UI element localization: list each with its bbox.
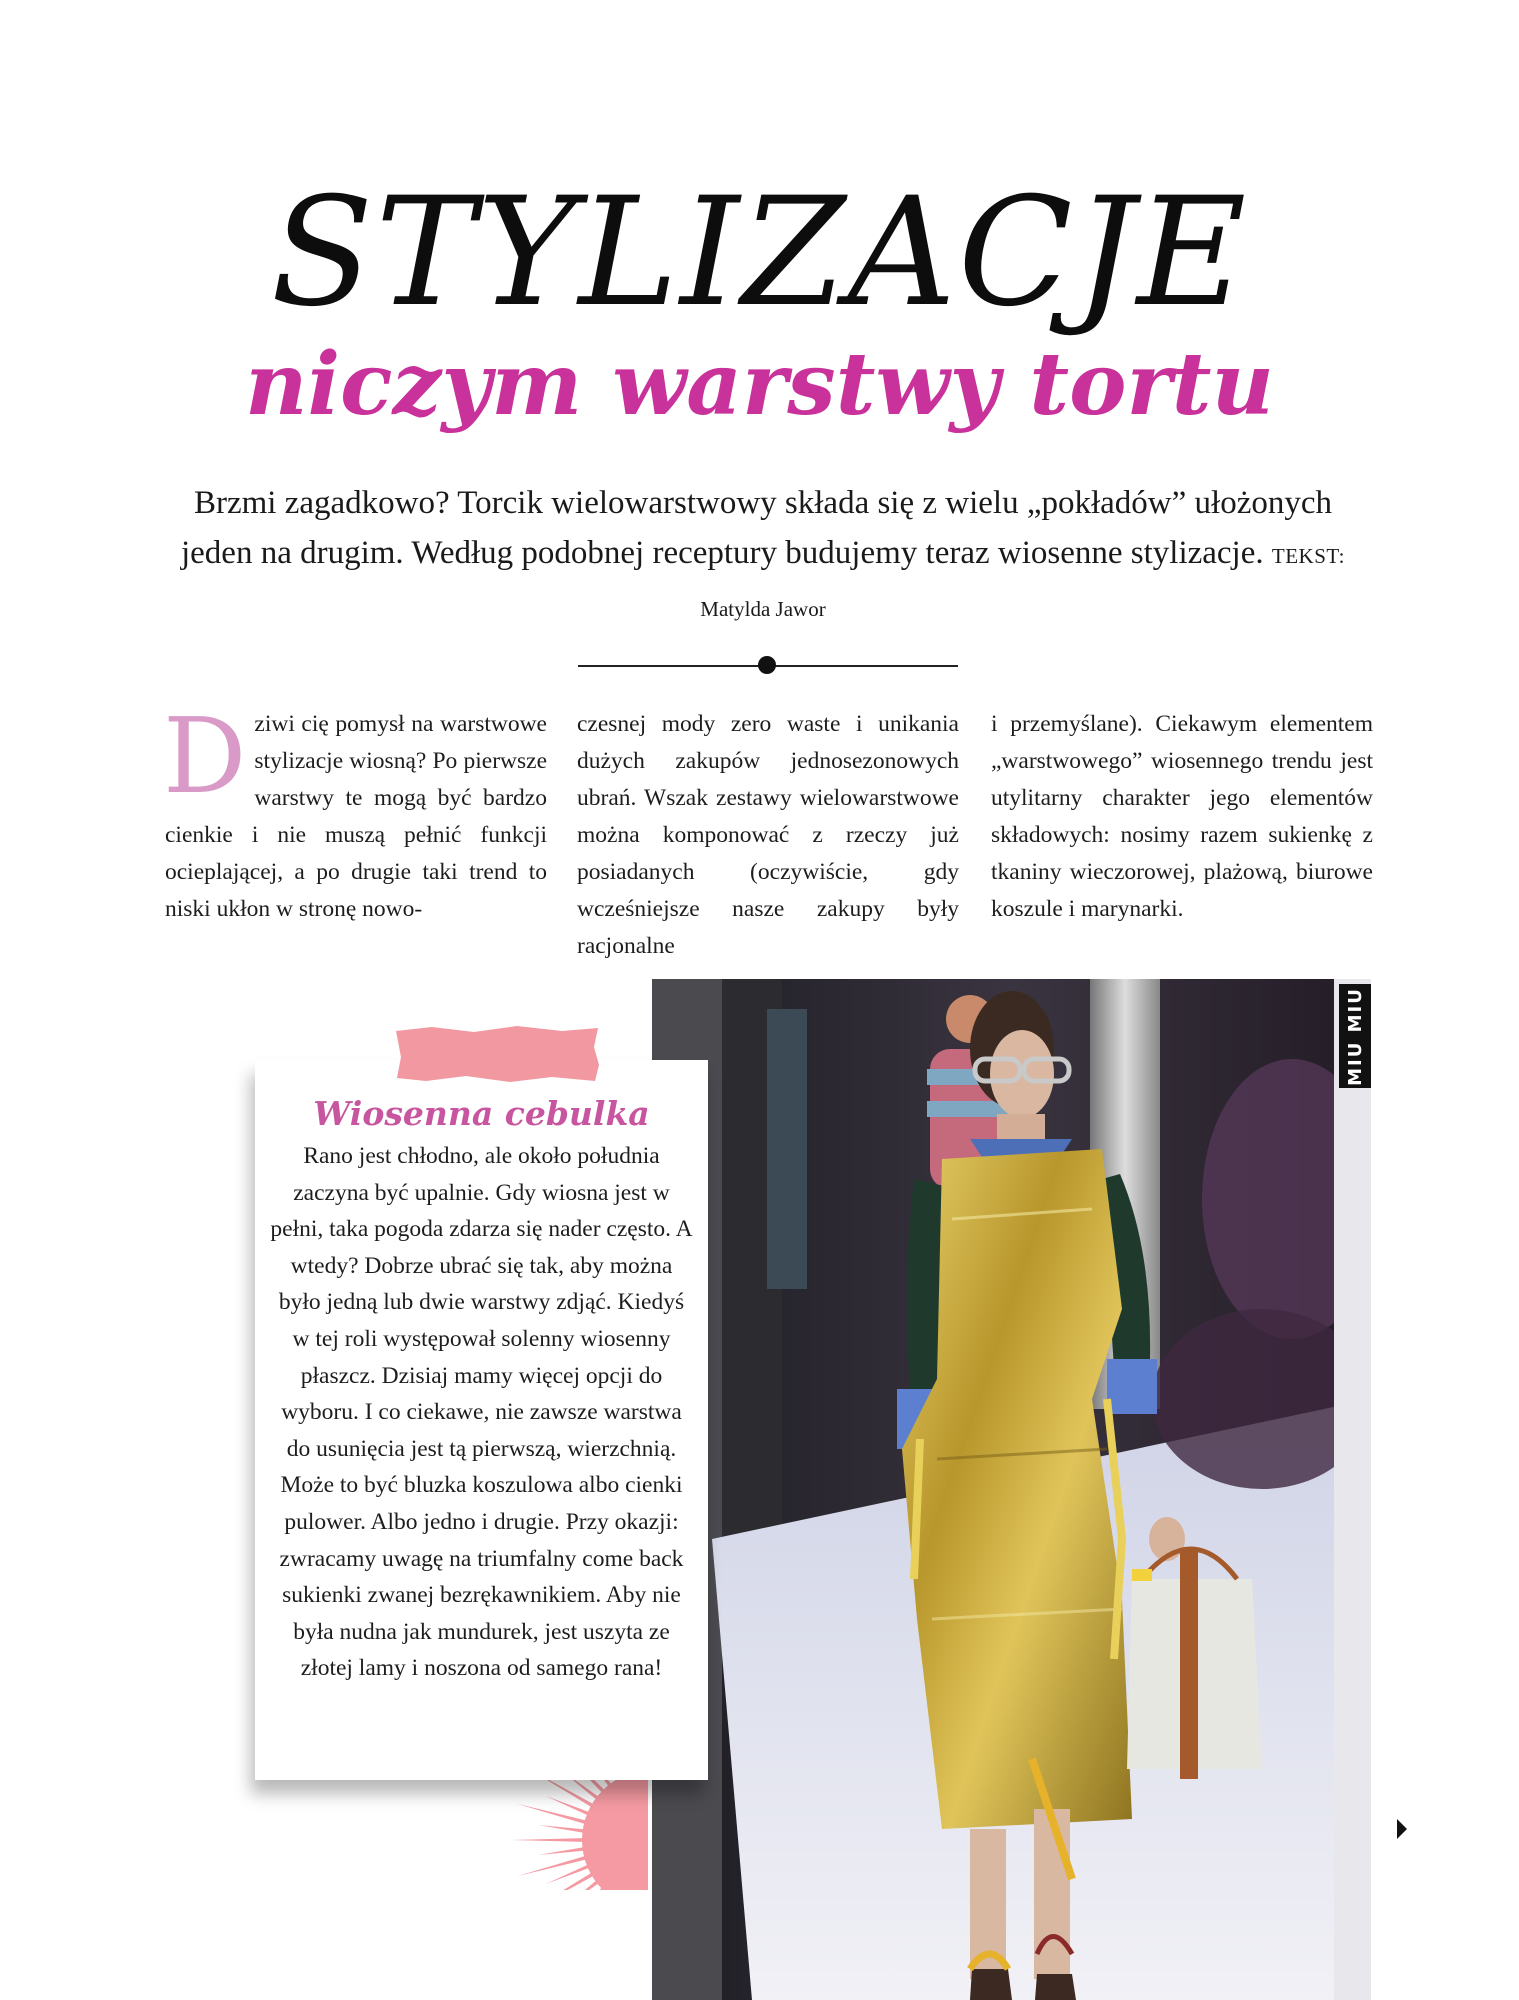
sidebar-text: Rano jest chłodno, ale około południa zaczyna być upalnie. Gdy wiosna jest w pełni, taka pogoda zdarza się nader często. A wtedy? Dobrze ubrać się tak, aby można było jedną lub dwie warstwy zdjąć. Kiedyś w tej roli występował solenny wiosenny płaszcz. Dzisiaj mamy więcej opcji do wyboru. I co ciekawe, nie zawsze warstwa do usunięcia jest tą pierwszą, wierzchnią. Może to być bluzka koszulowa albo cienki pulower. Albo jedno i drugie. Przy okazji: zwracamy uwagę na triumfalny come back sukienki zwanej bezrękawnikiem. Aby nie była nudna jak mundurek, jest uszyta ze złotej lamy i noszona od samego rana! bbox=[270, 1143, 693, 1682]
article-column-3: i przemyślane). Ciekawym elementem „warstwowego” wiosennego trendu jest utylitarny charakter jego elementów składowych: nosimy razem sukienkę z tkaniny wieczorowej, plażową, biurowe koszule i marynarki. bbox=[991, 711, 1373, 922]
sidebar-title: Wiosenna cebulka bbox=[313, 1094, 650, 1133]
pink-tape-graphic bbox=[392, 1023, 602, 1085]
byline-author: Matylda Jawor bbox=[700, 597, 826, 621]
starburst-ray bbox=[517, 1854, 595, 1877]
headline-subtitle: niczym warstwy tortu bbox=[244, 334, 1275, 435]
article-column-1-text: ziwi cię pomysł na warstwowe stylizacje wiosną? Po pierwsze warstwy te mogą być bardzo cienkie i nie muszą pełnić funkcji ocieplającej, a po drugie taki trend to niski ukłon w stronę nowo- bbox=[165, 711, 547, 922]
lead-paragraph bbox=[158, 478, 1368, 634]
byline-label: TEKST: bbox=[1271, 544, 1345, 568]
drop-cap: D bbox=[163, 695, 247, 817]
article-column-2: czesnej mody zero waste i unikania dużych zakupów jednosezonowych ubrań. Wszak zestawy wielowarstwowe można komponować z rzeczy już posiadanych (oczywiście, gdy wcześniejsze nasze zakupy były racjonalne bbox=[577, 711, 959, 959]
ornament-dot bbox=[758, 656, 776, 674]
runway-photo bbox=[652, 979, 1371, 2000]
photo-credit-text: MIU MIU bbox=[1344, 986, 1366, 1086]
triangle-right-icon[interactable] bbox=[1397, 1819, 1407, 1839]
runway-photo-illustration bbox=[652, 979, 1371, 2000]
lead-text: Brzmi zagadkowo? Torcik wielowarstwowy składa się z wielu „pokładów” ułożonych jeden na drugim. Według podobnej receptury budujemy teraz wiosenne stylizacje. bbox=[180, 485, 1332, 571]
starburst-ray bbox=[517, 1804, 595, 1827]
article-column-1 bbox=[163, 695, 547, 928]
starburst-ray bbox=[512, 1838, 592, 1842]
photo-credit bbox=[1339, 984, 1371, 1088]
headline-title: STYLIZACJE bbox=[270, 166, 1249, 340]
